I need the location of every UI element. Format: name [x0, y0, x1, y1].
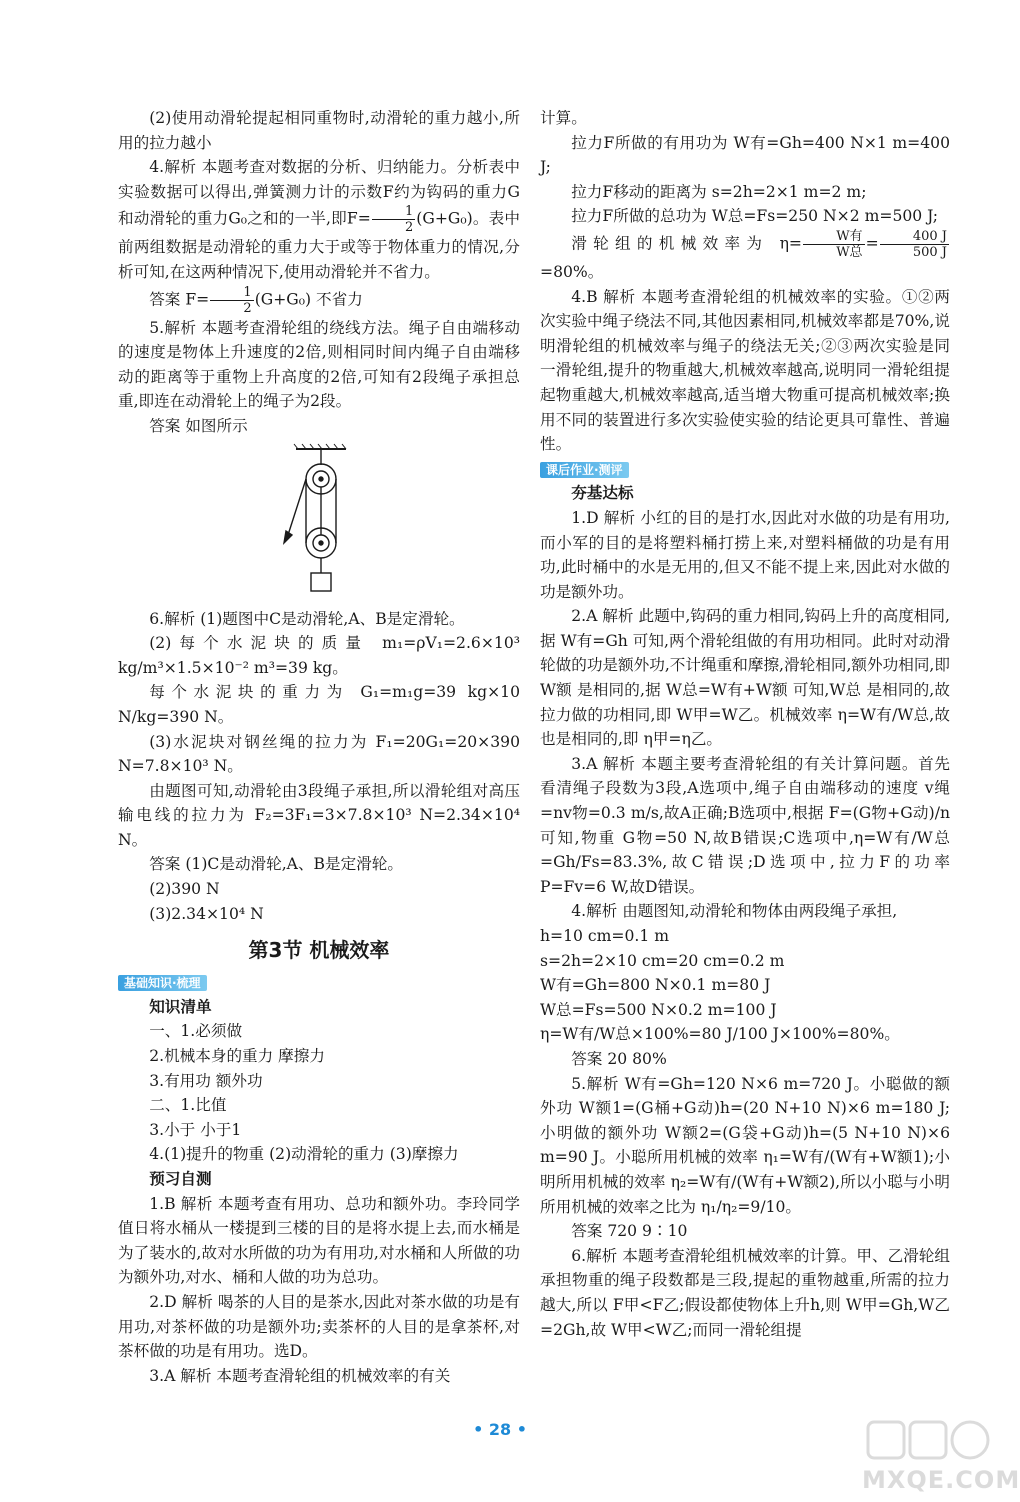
pulley-diagram	[118, 443, 520, 603]
left-column	[118, 106, 520, 1388]
paragraph: 3.A 解析 本题主要考查滑轮组的有关计算问题。首先看清绳子段数为3段,A选项中,绳子自由端移动的速度 v绳=nv物=0.3 m/s,故A正确;B选项中,根据 F=(G物+G动)/n 可知,物重 G物=50 N,故B错误;C选项中,η=W有/W总=Gh/Fs=83.3%,故C错误;D选项中,拉力F的功率 P=Fv=6 W,故D错误。	[540, 754, 950, 896]
paragraph: (3)水泥块对钢丝绳的拉力为 F₁=20G₁=20×390 N=7.8×10³ N。	[118, 732, 520, 776]
fraction	[880, 229, 949, 260]
page-number: • 28 •	[473, 1420, 527, 1439]
paragraph: 拉力F移动的距离为 s=2h=2×1 m=2 m;	[571, 182, 867, 201]
list-item: 3.小于 小于1	[149, 1120, 242, 1139]
paragraph: 计算。	[540, 109, 587, 127]
denominator: W总	[836, 244, 863, 260]
paragraph: 每个水泥块的重力为 G₁=m₁g=39 kg×10 N/kg=390 N。	[118, 683, 520, 726]
paragraph: 2.D 解析 喝茶的人目的是茶水,因此对茶水做的功是有用功,对茶杯做的功是额外功;卖茶杯的人目的是拿茶杯,对茶杯做的功是有用功。选D。	[118, 1292, 520, 1361]
fraction	[803, 229, 865, 260]
answer-text: (G+G₀) 不省力	[254, 290, 363, 309]
paragraph: 5.解析 W有=Gh=120 N×6 m=720 J。小聪做的额外功 W额1=(G桶+G动)h=(20 N+10 N)×6 m=180 J;小明做的额外功 W额2=(G袋+G动)h=(5 N+10 N)×6 m=90 J。小聪所用机械的效率 η₁=W有/(W有+W额1);小明所用机械的效率 η₂=W有/(W有+W额2),所以小聪与小明所用机械的效率之比为 η₁/η₂=9/10。	[540, 1074, 950, 1216]
answer: 答案 (1)C是动滑轮,A、B是定滑轮。	[149, 855, 403, 874]
section-tag: 课后作业·测评	[540, 462, 629, 478]
formula-text: =80%。	[540, 262, 604, 281]
paragraph: 4.解析 由题图知,动滑轮和物体由两段绳子承担,	[571, 902, 898, 921]
paragraph: 拉力F所做的总功为 W总=Fs=250 N×2 m=500 J;	[571, 207, 939, 226]
formula-line: W总=Fs=500 N×0.2 m=100 J	[540, 1000, 777, 1019]
formula-line: η=W有/W总×100%=80 J/100 J×100%=80%。	[540, 1025, 900, 1044]
paragraph: 6.解析 本题考查滑轮组机械效率的计算。甲、乙滑轮组承担物重的绳子段数都是三段,提起的重物越重,所需的拉力越大,所以 F甲<F乙;假设都使物体上升h,则 W甲=Gh,W乙=2Gh,故 W甲<W乙;而同一滑轮组提	[540, 1246, 950, 1339]
list-item: 2.机械本身的重力 摩擦力	[149, 1047, 325, 1066]
watermark-icon	[862, 1418, 992, 1468]
paragraph: 拉力F所做的有用功为 W有=Gh=400 N×1 m=400 J;	[540, 133, 950, 177]
paragraph: 由题图可知,动滑轮由3段绳子承担,所以滑轮组对高压输电线的拉力为 F₂=3F₁=3×7.8×10³ N=2.34×10⁴ N。	[118, 781, 520, 849]
paragraph: (2)每个水泥块的质量 m₁=ρV₁=2.6×10³ kg/m³×1.5×10⁻² m³=39 kg。	[118, 634, 520, 677]
paragraph-text: (G+G₀)。表中前两组数据是动滑轮的重力大于或等于物体重力的情况,分析可知,在这两种情况下,使用动滑轮并不省力。	[118, 209, 520, 281]
answer-text: 答案 F=	[149, 290, 210, 309]
numerator: 400 J	[880, 229, 949, 245]
section-title: 第3节 机械效率	[248, 938, 390, 963]
answer	[118, 285, 520, 316]
formula-text: 滑轮组的机械效率为 η=	[571, 234, 802, 253]
denominator: 500 J	[912, 244, 947, 260]
paragraph: 2.A 解析 此题中,钩码的重力相同,钩码上升的高度相同,据 W有=Gh 可知,两个滑轮组做的有用功相同。此时对动滑轮做的功是额外功,不计绳重和摩擦,滑轮相同,额外功相同,即 W额 是相同的,据 W总=W有+W额 可知,W总 是相同的,故拉力做的功相同,即 W甲=W乙。机械效率 η=W有/W总,故也是相同的,即 η甲=η乙。	[540, 607, 950, 749]
answer-line: (2)390 N	[149, 880, 220, 899]
paragraph: 6.解析 (1)题图中C是动滑轮,A、B是定滑轮。	[149, 609, 465, 628]
paragraph: (2)使用动滑轮提起相同重物时,动滑轮的重力越小,所用的拉力越小	[118, 109, 520, 152]
watermark-logo	[862, 1418, 1020, 1498]
pulley-figure	[118, 443, 520, 603]
formula-line: h=10 cm=0.1 m	[540, 927, 670, 945]
paragraph: 1.B 解析 本题考查有用功、总功和额外功。李玲同学值日将水桶从一楼提到三楼的目的是将水提上去,而水桶是为了装水的,故对水所做的功为有用功,对水桶和人所做的功为额外功,对水、桶和人做的功为总功。	[118, 1194, 520, 1287]
paragraph: 1.D 解析 小红的目的是打水,因此对水做的功是有用功,而小军的目的是将塑料桶打捞上来,对塑料桶做的功是有用功,此时桶中的水是无用的,但又不能不提上来,因此对水做的功是额外功。	[540, 508, 950, 601]
subheading: 夯基达标	[571, 483, 634, 503]
formula-line: W有=Gh=800 N×0.1 m=80 J	[540, 976, 771, 995]
answer-line: (3)2.34×10⁴ N	[149, 904, 264, 923]
paragraph: 4.B 解析 本题考查滑轮组的机械效率的实验。①②两次实验中绳子绕法不同,其他因素相同,机械效率都是70%,说明滑轮组的机械效率与绳子的绕法无关;②③两次实验是同一滑轮组,提升的物重越大,机械效率越高,说明同一滑轮组提起物重越大,机械效率越高,适当增大物重可提高机械效率;换用不同的装置进行多次实验使实验的结论更具可靠性、普遍性。	[540, 287, 950, 454]
fraction: $\frac{1}{2}$	[372, 204, 415, 235]
answer: 答案 720 9∶10	[571, 1222, 688, 1241]
list-item: 一、1.必须做	[149, 1022, 243, 1041]
answer: 答案 如图所示	[149, 416, 248, 435]
formula-line	[540, 229, 950, 285]
list-item: 二、1.比值	[149, 1096, 227, 1115]
right-column	[540, 106, 950, 1342]
paragraph-text: 4.解析 本题考查对数据的分析、归纳能力。分析表中实验数据可以得出,弹簧测力计的示数F约为钩码的重力G和动滑轮的重力G₀之和的一半,即F=	[118, 158, 520, 228]
formula-text: =	[865, 234, 879, 253]
fraction: $\frac{1}{2}$	[210, 285, 253, 316]
list-item: 4.(1)提升的物重 (2)动滑轮的重力 (3)摩擦力	[149, 1145, 459, 1164]
answer: 答案 20 80%	[571, 1049, 667, 1068]
subheading: 知识清单	[149, 996, 212, 1016]
numerator: W有	[803, 229, 865, 245]
paragraph: 5.解析 本题考查滑轮组的绕线方法。绳子自由端移动的速度是物体上升速度的2倍,则相同时间内绳子自由端移动的距离等于重物上升高度的2倍,可知有2段绳子承担总重,即连在动滑轮上的绳子为2段。	[118, 318, 520, 411]
section-tag: 基础知识·梳理	[118, 975, 207, 991]
subheading: 预习自测	[149, 1169, 212, 1188]
paragraph	[118, 155, 520, 284]
formula-line: s=2h=2×10 cm=20 cm=0.2 m	[540, 951, 785, 970]
list-item: 3.有用功 额外功	[149, 1071, 263, 1090]
watermark-text: MXQE.COM	[862, 1466, 1020, 1494]
paragraph: 3.A 解析 本题考查滑轮组的机械效率的有关	[149, 1366, 451, 1385]
